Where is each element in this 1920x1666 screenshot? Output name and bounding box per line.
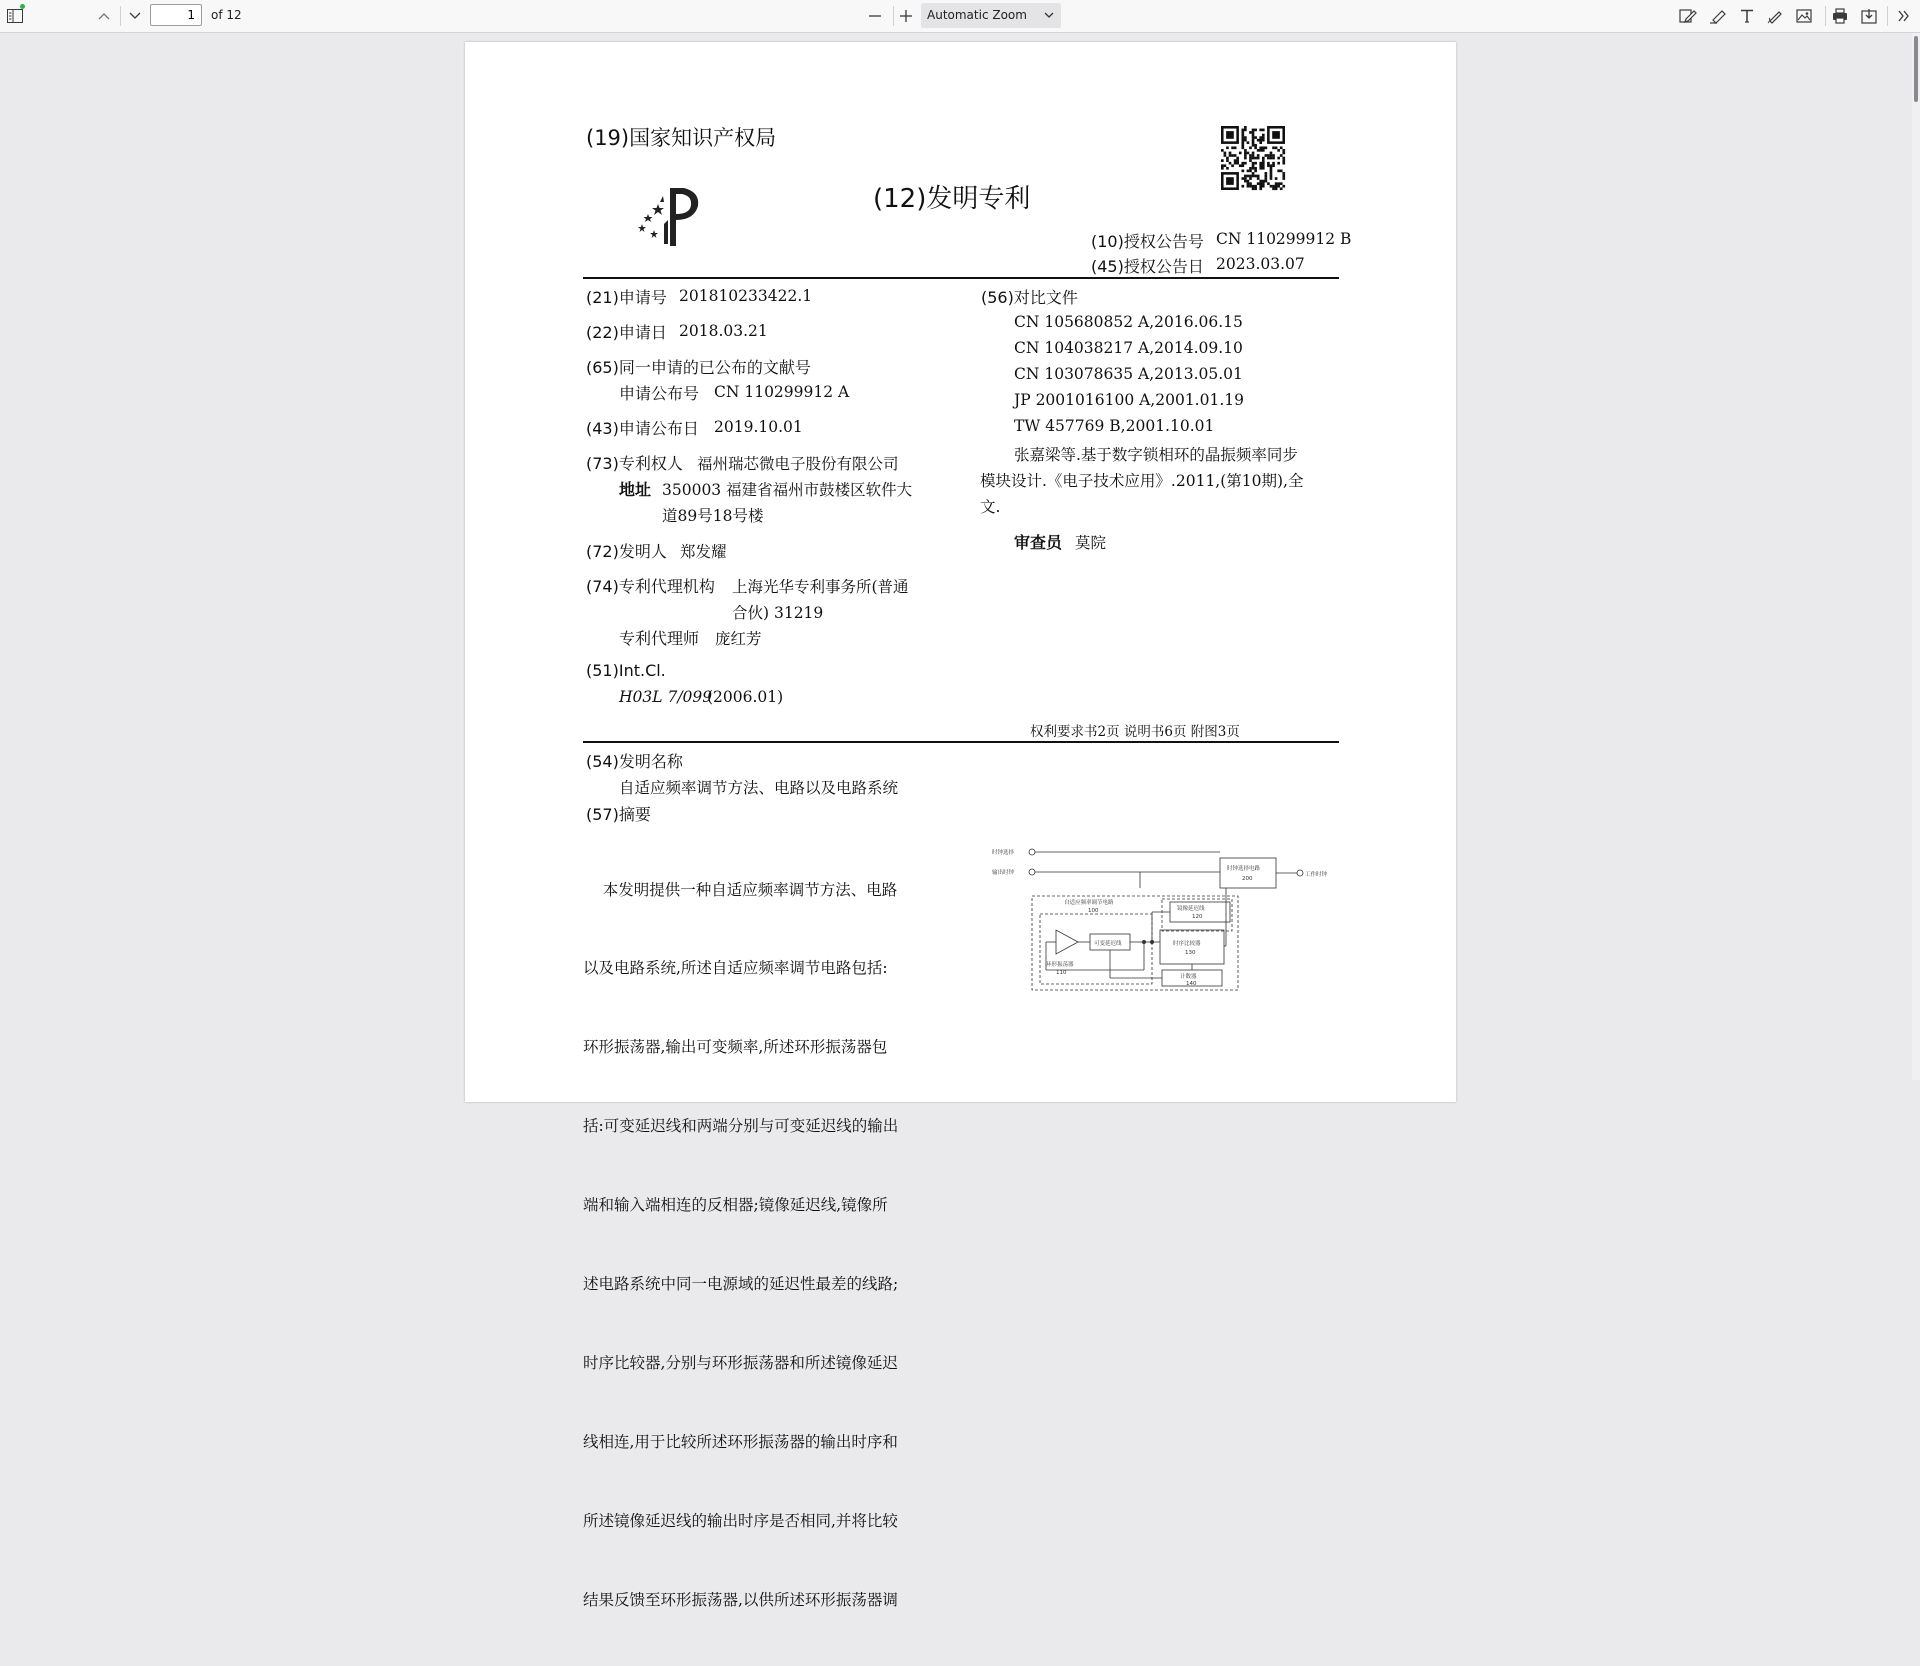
int-cl-code: H03L 7/099 [619, 688, 713, 706]
reference-item: TW 457769 B,2001.10.01 [1014, 417, 1215, 435]
abstract-line: 线相连,用于比较所述环形振荡器的输出时序和 [583, 1432, 898, 1451]
toolbar-divider [1825, 6, 1826, 26]
abstract-line: 结果反馈至环形振荡器,以供所述环形振荡器调 [583, 1590, 898, 1609]
int-cl-version: (2006.01) [707, 688, 784, 706]
reference-paper-line-2: 模块设计.《电子技术应用》.2011,(第10期),全 [980, 472, 1304, 490]
agent-label: 专利代理师 [619, 629, 700, 648]
grant-date: 2023.03.07 [1216, 255, 1305, 273]
prior-publication-date-label: (43)申请公布日 [586, 419, 699, 438]
save-icon[interactable] [1859, 6, 1879, 26]
references-label: (56)对比文件 [981, 288, 1078, 307]
patentee-label: (73)专利权人 [586, 454, 683, 473]
toolbar-divider [120, 6, 121, 26]
edit-pdf-icon[interactable] [1678, 6, 1698, 26]
address-line-1: 350003 福建省福州市鼓楼区软件大 [662, 481, 913, 499]
abstract-line: 本发明提供一种自适应频率调节方法、电路 [583, 880, 898, 899]
draw-icon[interactable] [1765, 6, 1785, 26]
abstract-line: 括:可变延迟线和两端分别与可变延迟线的输出 [583, 1117, 899, 1136]
page-count-label: of 12 [211, 8, 242, 22]
grant-number-label: (10)授权公告号 [1091, 232, 1204, 251]
previous-page-icon[interactable] [95, 7, 113, 25]
abstract-line: 环形振荡器,输出可变频率,所述环形振荡器包 [583, 1038, 888, 1057]
agency-label: (74)专利代理机构 [586, 577, 715, 596]
figure-label: 可变延迟线 [1094, 941, 1122, 947]
page-number-input[interactable]: 1 [150, 4, 202, 26]
application-number-label: (21)申请号 [586, 288, 667, 307]
application-date-label: (22)申请日 [586, 323, 667, 342]
patentee: 福州瑞芯微电子股份有限公司 [697, 455, 899, 473]
cnipa-logo [630, 180, 720, 252]
page-counts: 权利要求书2页 说明书6页 附图3页 [1030, 724, 1240, 740]
abstract-label: (57)摘要 [586, 805, 651, 824]
abstract-text [583, 824, 898, 1666]
figure-label: 镜像延迟线 [1177, 906, 1205, 912]
inventor: 郑发耀 [680, 543, 727, 561]
figure-label: 200 [1242, 876, 1253, 882]
reference-item: CN 105680852 A,2016.06.15 [1014, 313, 1243, 331]
address-label: 地址 [619, 480, 652, 499]
toolbar-divider [1887, 6, 1888, 26]
grant-number: CN 110299912 B [1216, 230, 1352, 248]
circuit-diagram [980, 794, 1328, 994]
chevron-down-icon [1044, 3, 1054, 37]
figure-label: 140 [1186, 981, 1197, 987]
grant-date-label: (45)授权公告日 [1091, 257, 1204, 276]
int-cl-label: (51)Int.Cl. [586, 661, 666, 680]
examiner-label: 审查员 [1014, 533, 1063, 552]
toolbar-divider [893, 6, 894, 26]
zoom-select[interactable] [921, 3, 1061, 28]
zoom-in-icon[interactable] [897, 7, 915, 25]
notification-dot-icon [20, 4, 25, 9]
figure-label: 时序比较器 [1173, 941, 1201, 947]
image-icon[interactable] [1794, 6, 1814, 26]
figure-label: 环形振荡器 [1046, 962, 1074, 968]
title-label: (54)发明名称 [586, 752, 683, 771]
abstract-line: 述电路系统中同一电源域的延迟性最差的线路; [583, 1275, 899, 1294]
inventor-label: (72)发明人 [586, 542, 667, 561]
prior-publication-date: 2019.10.01 [714, 418, 803, 436]
reference-paper-line-1: 张嘉梁等.基于数字锁相环的晶振频率同步 [1014, 446, 1298, 464]
figure-label: 工作时钟 [1305, 872, 1328, 878]
application-number: 201810233422.1 [679, 287, 813, 305]
scrollbar-thumb[interactable] [1914, 36, 1918, 102]
figure-label: 110 [1056, 970, 1067, 976]
figure-label: 130 [1185, 950, 1196, 956]
address-line-2: 道89号18号楼 [662, 507, 764, 525]
section-rule [583, 741, 1339, 743]
text-tool-icon[interactable] [1737, 6, 1757, 26]
reference-item: CN 104038217 A,2014.09.10 [1014, 339, 1243, 357]
abstract-line: 时序比较器,分别与环形振荡器和所述镜像延迟 [583, 1353, 898, 1372]
figure-label: 自适应频率调节电路 [1064, 900, 1114, 906]
figure-label: 时钟选择 [992, 850, 1015, 856]
prior-publication-number-label: 申请公布号 [619, 384, 700, 403]
pdf-toolbar [0, 0, 1920, 33]
vertical-scrollbar[interactable] [1912, 33, 1920, 1080]
office-name: (19)国家知识产权局 [586, 126, 777, 150]
figure-label: 时钟选择电路 [1227, 866, 1261, 872]
application-date: 2018.03.21 [679, 322, 768, 340]
agent: 庞红芳 [715, 630, 762, 648]
print-icon[interactable] [1830, 6, 1850, 26]
header-rule [583, 277, 1339, 279]
figure-label: 100 [1088, 908, 1099, 914]
reference-item: CN 103078635 A,2013.05.01 [1014, 365, 1243, 383]
prior-publication-label: (65)同一申请的已公布的文献号 [586, 358, 811, 377]
zoom-select-value: Automatic Zoom [927, 8, 1027, 22]
sidebar-toggle-icon[interactable] [6, 7, 24, 25]
prior-publication-number: CN 110299912 A [714, 383, 850, 401]
examiner: 莫院 [1075, 534, 1107, 552]
document-type: (12)发明专利 [873, 184, 1031, 214]
figure-label: 输出时钟 [992, 870, 1015, 876]
abstract-line: 以及电路系统,所述自适应频率调节电路包括: [583, 959, 888, 978]
agency-line-1: 上海光华专利事务所(普通 [732, 578, 909, 596]
next-page-icon[interactable] [126, 7, 144, 25]
highlight-icon[interactable] [1708, 6, 1728, 26]
pdf-page [465, 42, 1456, 1609]
agency-line-2: 合伙) 31219 [732, 604, 824, 622]
abstract-line: 所述镜像延迟线的输出时序是否相同,并将比较 [583, 1511, 898, 1530]
reference-item: JP 2001016100 A,2001.01.19 [1014, 391, 1244, 409]
reference-paper-line-3: 文. [980, 498, 1001, 516]
figure-label: 120 [1192, 914, 1203, 920]
abstract-line: 端和输入端相连的反相器;镜像延迟线,镜像所 [583, 1196, 888, 1215]
figure-label: 计数器 [1180, 974, 1197, 980]
qr-code [1221, 126, 1285, 190]
invention-title: 自适应频率调节方法、电路以及电路系统 [619, 779, 899, 797]
zoom-out-icon[interactable] [866, 7, 884, 25]
more-tools-icon[interactable] [1894, 6, 1914, 26]
